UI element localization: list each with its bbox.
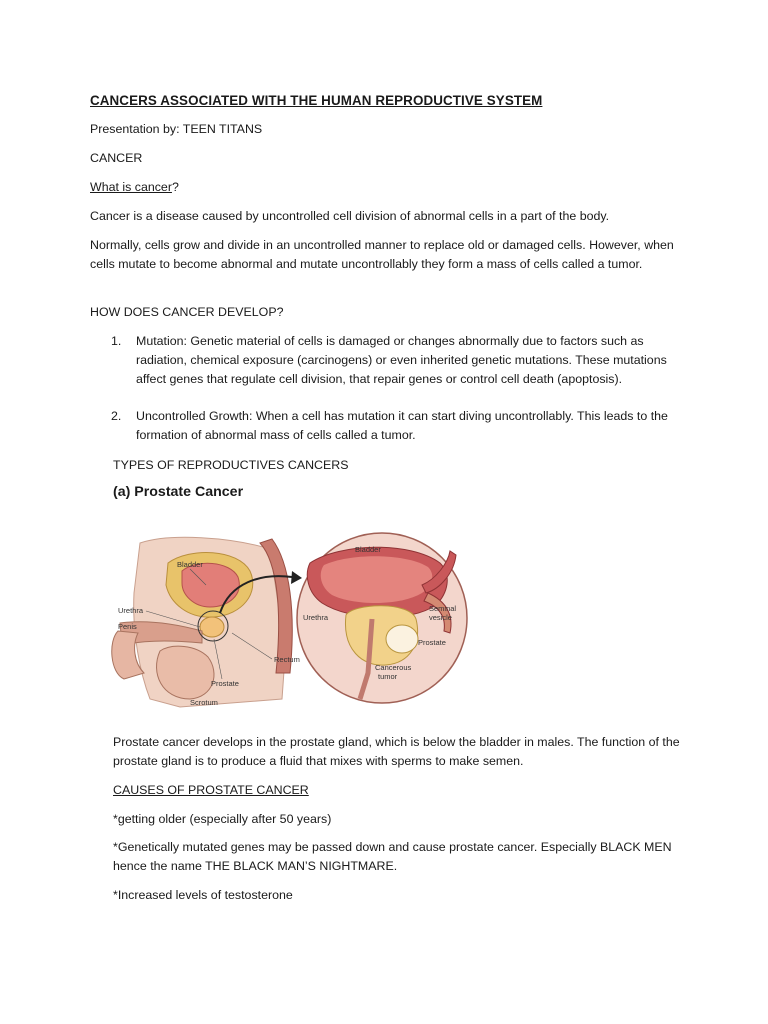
list-item-number: 1. xyxy=(111,334,122,348)
what-is-cancer-heading xyxy=(90,178,690,197)
list-item-text: Uncontrolled Growth: When a cell has mutation it can start diving uncontrollably. This leads to the formation of abnormal mass of cells called a tumor. xyxy=(136,409,668,442)
cause-item: *getting older (especially after 50 years) xyxy=(113,812,332,826)
label-rectum: Rectum xyxy=(274,655,300,664)
label-cancerous-2: tumor xyxy=(378,672,398,681)
types-heading: TYPES OF REPRODUCTIVES CANCERS xyxy=(113,458,349,472)
prostate-cancer-subheading: (a) Prostate Cancer xyxy=(113,484,244,500)
question-mark: ? xyxy=(171,180,179,194)
label-seminal-1: Seminal xyxy=(429,604,457,613)
label-prostate-left: Prostate xyxy=(211,679,239,688)
label-bladder-left: Bladder xyxy=(177,560,203,569)
label-prostate-right: Prostate xyxy=(418,638,446,647)
section-cancer: CANCER xyxy=(90,151,143,165)
list-item-number: 2. xyxy=(111,409,122,423)
cause-item: *Increased levels of testosterone xyxy=(113,888,293,902)
label-cancerous-1: Cancerous xyxy=(375,663,412,672)
what-is-cancer-link[interactable]: What is cancer xyxy=(90,180,172,194)
prostate-diagram xyxy=(110,523,475,713)
how-develop-heading: HOW DOES CANCER DEVELOP? xyxy=(90,305,284,319)
label-penis: Penis xyxy=(118,622,137,631)
label-urethra-right: Urethra xyxy=(303,613,329,622)
document-title: CANCERS ASSOCIATED WITH THE HUMAN REPRODUCTIVE SYSTEM xyxy=(90,93,543,108)
causes-heading: CAUSES OF PROSTATE CANCER xyxy=(113,783,309,797)
prostate-description: Prostate cancer develops in the prostate gland, which is below the bladder in males. The function of the prostate gland is to produce a fluid that mixes with sperms to make semen. xyxy=(113,735,680,768)
label-seminal-2: vesicle xyxy=(429,613,452,622)
cause-item: *Genetically mutated genes may be passed down and cause prostate cancer. Especially BLACK MEN hence the name THE BLACK MAN’S NIGHTMARE. xyxy=(113,840,672,873)
presenter-line: Presentation by: TEEN TITANS xyxy=(90,122,263,136)
label-bladder-right: Bladder xyxy=(355,545,381,554)
cancer-definition: Cancer is a disease caused by uncontrolled cell division of abnormal cells in a part of the body. xyxy=(90,209,610,223)
label-scrotum: Scrotum xyxy=(190,698,218,707)
normally-paragraph: Normally, cells grow and divide in an uncontrolled manner to replace old or damaged cells. However, when cells mutate to become abnormal and mutate uncontrollably they form a mass of cells called a tumor. xyxy=(90,238,674,271)
label-urethra-left: Urethra xyxy=(118,606,144,615)
list-item-text: Mutation: Genetic material of cells is damaged or changes abnormally due to factors such as radiation, chemical exposure (carcinogens) or even inherited genetic mutations. These mutations affect genes that regulate cell division, that repair genes or control cell death (apoptosis). xyxy=(136,334,667,386)
